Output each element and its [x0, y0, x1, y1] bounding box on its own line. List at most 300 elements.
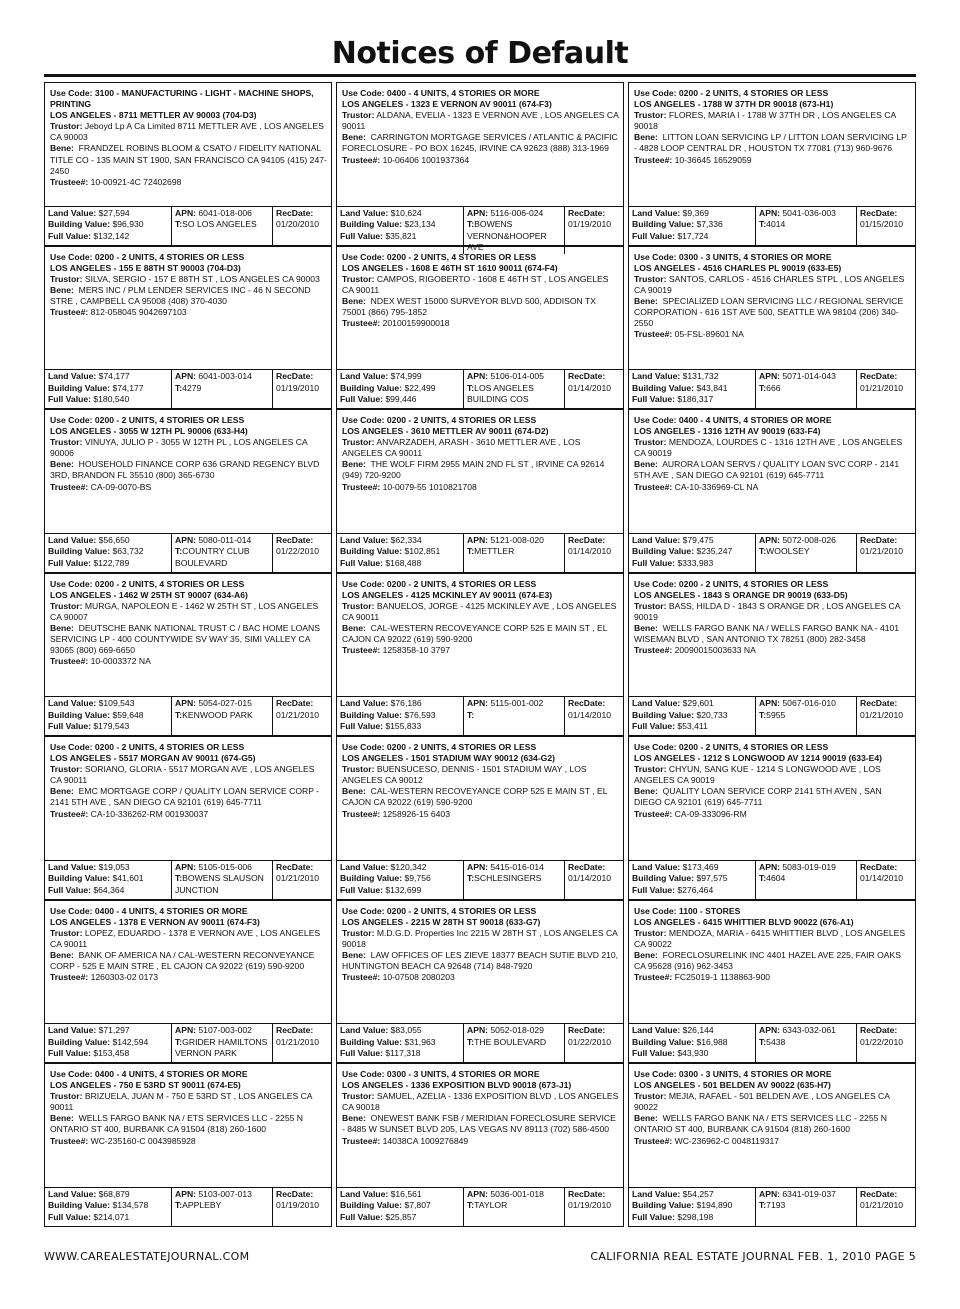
building-value: $20,733: [696, 709, 728, 720]
building-value: $235,247: [696, 546, 733, 557]
building-value: $76,593: [404, 709, 436, 720]
bene-value: BANK OF AMERICA NA / CAL-WESTERN RECONVEYANCE CORP - 525 E MAIN STRE , EL CAJON CA 92022 (619) 590-9200: [50, 949, 315, 971]
trustor-value: BASS, HILDA D - 1843 S ORANGE DR , LOS ANGELES CA 90019: [634, 600, 901, 622]
trustor-label: Trustor:: [634, 764, 667, 775]
recdate-value: 01/21/2010: [276, 873, 320, 884]
tract-line: [759, 546, 856, 558]
trustee-value: 10-36645 16529059: [674, 154, 752, 165]
building-value-line: [632, 710, 755, 722]
building-label: Building Value:: [340, 382, 403, 393]
trustee-label: Trustee#:: [634, 154, 673, 165]
recdate-cell: [856, 697, 915, 735]
full-label: Full Value:: [340, 1211, 383, 1222]
recdate-cell: [272, 534, 331, 572]
apn-line: [467, 535, 564, 547]
full-label: Full Value:: [340, 884, 383, 895]
use-code: Use Code: 0200 - 2 UNITS, 4 STORIES OR LESS: [50, 578, 245, 589]
trustee-value: 10-00921-4C 72402698: [90, 176, 182, 187]
bene-value: CARRINGTON MORTGAGE SERVICES / ATLANTIC & PACIFIC FORECLOSURE - PO BOX 16245, IRVINE CA 92623 (888) 313-1969: [342, 132, 618, 154]
apn-cell: [171, 697, 272, 735]
full-value: $298,198: [677, 1211, 714, 1222]
property-address: LOS ANGELES - 6415 WHITTIER BLVD 90022 (676-A1): [634, 916, 854, 927]
trustor-label: Trustor:: [50, 600, 83, 611]
use-code: Use Code: 0200 - 2 UNITS, 4 STORIES OR LESS: [342, 251, 537, 262]
bene-label: Bene:: [342, 459, 366, 470]
building-label: Building Value:: [48, 1036, 111, 1047]
full-label: Full Value:: [632, 1048, 675, 1059]
trustee-value: 14038CA 1009276849: [382, 1135, 469, 1146]
notice-description: [629, 737, 915, 860]
trustor-line: [634, 764, 911, 786]
recdate-label: RecDate:: [276, 534, 314, 545]
value-row: [45, 860, 331, 899]
full-value: $132,142: [93, 230, 130, 241]
recdate-cell: [272, 207, 331, 245]
notice-card: [628, 900, 916, 1064]
tract-line: [759, 219, 856, 231]
trustor-label: Trustor:: [50, 121, 83, 132]
full-value-line: [340, 558, 463, 570]
apn-cell: [463, 1024, 564, 1062]
building-value: $194,890: [696, 1200, 733, 1211]
property-address: LOS ANGELES - 5517 MORGAN AV 90011 (674-G5): [50, 753, 256, 764]
property-address: LOS ANGELES - 1788 W 37TH DR 90018 (673-H1): [634, 99, 834, 110]
trustee-value: 20090015003633 NA: [674, 645, 756, 656]
trustee-value: 812-058045 9042697103: [90, 306, 187, 317]
building-value-line: [632, 546, 755, 558]
tract-label: T:: [467, 873, 475, 884]
trustor-line: [50, 121, 327, 143]
values-cell: [45, 370, 171, 408]
use-code: Use Code: 0300 - 3 UNITS, 4 STORIES OR MORE: [634, 251, 832, 262]
tract-label: T:: [467, 709, 475, 720]
bene-value: CAL-WESTERN RECOVEYANCE CORP 525 E MAIN ST , EL CAJON CA 92022 (619) 590-9200: [342, 622, 608, 644]
recdate-value: 01/19/2010: [568, 1200, 612, 1211]
property-address: LOS ANGELES - 1316 12TH AV 90019 (633-F4): [634, 426, 821, 437]
apn-cell: [755, 370, 856, 408]
use-code: Use Code: 0300 - 3 UNITS, 4 STORIES OR MORE: [342, 1069, 540, 1079]
bene-line: [634, 623, 911, 645]
notice-card: [44, 736, 332, 900]
apn-label: APN:: [759, 1025, 781, 1035]
use-code: Use Code: 0200 - 2 UNITS, 4 STORIES OR LESS: [50, 415, 245, 425]
notice-description: [629, 574, 915, 697]
apn-value: 6341-019-037: [782, 1188, 836, 1199]
tract-value: 4014: [766, 219, 786, 230]
land-value-line: [340, 1025, 463, 1037]
tract-value: 7193: [766, 1200, 786, 1211]
notice-card: [628, 736, 916, 900]
apn-value: 5107-003-002: [198, 1025, 252, 1035]
bene-label: Bene:: [342, 132, 366, 143]
apn-value: 5106-014-005: [490, 371, 544, 381]
apn-line: [759, 208, 856, 220]
land-label: Land Value:: [632, 534, 681, 545]
land-value-line: [48, 1189, 171, 1201]
full-value: $276,464: [677, 884, 714, 895]
trustor-label: Trustor:: [634, 600, 667, 611]
apn-cell: [171, 207, 272, 245]
apn-label: APN:: [759, 861, 781, 872]
full-value: $64,364: [93, 884, 125, 895]
value-row: [45, 533, 331, 572]
apn-value: 6343-032-061: [782, 1025, 836, 1035]
bene-label: Bene:: [342, 786, 366, 797]
value-row: [629, 860, 915, 899]
trustee-value: 10-0079-55 1010821708: [382, 481, 477, 492]
land-value-line: [340, 698, 463, 710]
full-label: Full Value:: [340, 230, 383, 241]
tract-line: [175, 710, 272, 722]
full-value: $122,789: [93, 557, 130, 568]
apn-cell: [755, 1024, 856, 1062]
trustor-value: SILVA, SERGIO - 157 E 88TH ST , LOS ANGELES CA 90003: [84, 273, 320, 284]
apn-value: 5103-007-013: [198, 1188, 252, 1199]
trustor-label: Trustor:: [634, 1091, 667, 1102]
trustee-line: [50, 482, 327, 493]
apn-label: APN:: [175, 534, 197, 545]
footer-website[interactable]: WWW.CAREALESTATEJOURNAL.COM: [44, 1250, 250, 1263]
bene-label: Bene:: [50, 622, 74, 633]
trustee-line: [50, 1136, 327, 1147]
notice-description: [337, 737, 623, 860]
property-address: LOS ANGELES - 750 E 53RD ST 90011 (674-E5): [50, 1080, 241, 1091]
use-code: Use Code: 0400 - 4 UNITS, 4 STORIES OR MORE: [342, 88, 540, 98]
trustor-line: [50, 601, 327, 623]
trustor-value: MENDOZA, LOURDES C - 1316 12TH AVE , LOS ANGELES CA 90019: [634, 437, 903, 459]
building-value-line: [340, 1200, 463, 1212]
full-value: $179,543: [93, 721, 130, 732]
property-address: LOS ANGELES - 1323 E VERNON AV 90011 (674-F3): [342, 99, 552, 110]
notice-description: [337, 83, 623, 206]
apn-value: 5415-016-014: [490, 861, 544, 872]
trustee-value: 1258358-10 3797: [382, 645, 450, 656]
full-label: Full Value:: [632, 557, 675, 568]
notice-card: [336, 736, 624, 900]
full-value: $117,318: [385, 1048, 421, 1059]
tract-line: [467, 1037, 564, 1049]
trustor-line: [342, 274, 619, 296]
tract-label: T:: [175, 1200, 183, 1211]
trustee-line: [634, 1136, 911, 1147]
apn-label: APN:: [467, 371, 489, 381]
notice-card: [44, 82, 332, 246]
apn-cell: [755, 697, 856, 735]
tract-line: [175, 546, 272, 569]
building-label: Building Value:: [632, 709, 695, 720]
full-value-line: [48, 885, 171, 897]
trustor-label: Trustor:: [634, 110, 667, 121]
apn-cell: [463, 1188, 564, 1226]
land-value: $9,369: [682, 207, 709, 218]
building-value-line: [48, 546, 171, 558]
recdate-value: 01/21/2010: [276, 709, 320, 720]
trustor-label: Trustor:: [634, 927, 667, 938]
recdate-label: RecDate:: [860, 371, 898, 381]
trustor-label: Trustor:: [342, 764, 375, 775]
trustor-value: ALDANA, EVELIA - 1323 E VERNON AVE , LOS ANGELES CA 90011: [342, 110, 619, 132]
trustee-label: Trustee#:: [634, 972, 673, 983]
notice-card: [336, 246, 624, 410]
land-value: $76,186: [390, 698, 422, 708]
tract-value: BOWENS SLAUSON JUNCTION: [175, 873, 264, 895]
land-label: Land Value:: [48, 371, 97, 381]
recdate-value: 01/22/2010: [568, 1036, 612, 1047]
apn-line: [467, 1025, 564, 1037]
tract-value: WOOLSEY: [766, 546, 810, 557]
bene-label: Bene:: [50, 1113, 74, 1124]
recdate-cell: [272, 1188, 331, 1226]
apn-line: [175, 1189, 272, 1201]
tract-line: [175, 383, 272, 395]
building-value-line: [48, 383, 171, 395]
bene-label: Bene:: [342, 295, 366, 306]
full-value-line: [48, 1048, 171, 1060]
building-value: $96,930: [112, 219, 144, 230]
land-value: $68,879: [98, 1188, 130, 1199]
full-value: $155,833: [385, 721, 422, 732]
trustee-label: Trustee#:: [50, 808, 89, 819]
trustee-line: [634, 482, 911, 493]
full-value-line: [48, 558, 171, 570]
tract-label: T:: [467, 219, 475, 230]
tract-label: T:: [175, 873, 183, 884]
apn-value: 5052-018-029: [490, 1025, 544, 1035]
full-value-line: [632, 558, 755, 570]
building-label: Building Value:: [632, 546, 695, 557]
use-code: Use Code: 0400 - 4 UNITS, 4 STORIES OR MORE: [50, 1069, 248, 1079]
apn-label: APN:: [759, 1188, 781, 1199]
trustee-line: [50, 809, 327, 820]
apn-line: [175, 698, 272, 710]
footer-publication: CALIFORNIA REAL ESTATE JOURNAL FEB. 1, 2010 PAGE 5: [590, 1250, 916, 1263]
land-value-line: [340, 1189, 463, 1201]
bene-value: FRANDZEL ROBINS BLOOM & CSATO / FIDELITY NATIONAL TITLE CO - 135 MAIN ST 1900, SAN FRANCISCO CA 94105 (415) 247-2450: [50, 143, 327, 176]
land-value-line: [48, 1025, 171, 1037]
apn-value: 5041-036-003: [782, 207, 836, 218]
land-value: $29,601: [682, 698, 714, 708]
trustee-line: [634, 645, 911, 656]
bene-label: Bene:: [342, 622, 366, 633]
land-value: $56,650: [98, 534, 130, 545]
use-code: Use Code: 1100 - STORES: [634, 905, 741, 916]
notice-card: [44, 409, 332, 573]
values-cell: [337, 1024, 463, 1062]
apn-cell: [463, 370, 564, 408]
trustor-label: Trustor:: [50, 927, 83, 938]
values-cell: [337, 1188, 463, 1226]
apn-value: 5121-008-020: [490, 534, 544, 545]
full-label: Full Value:: [632, 394, 675, 405]
full-value-line: [48, 394, 171, 406]
trustee-label: Trustee#:: [50, 656, 89, 667]
bene-line: [342, 1113, 619, 1135]
property-address: LOS ANGELES - 1608 E 46TH ST 1610 90011 (674-F4): [342, 262, 558, 273]
full-value-line: [340, 394, 463, 406]
building-value-line: [632, 1037, 755, 1049]
tract-line: [467, 383, 564, 406]
trustor-value: MENDOZA, MARIA - 6415 WHITTIER BLVD , LOS ANGELES CA 90022: [634, 927, 906, 949]
recdate-label: RecDate:: [276, 1025, 314, 1035]
trustee-value: 10-07508 2080203: [382, 972, 455, 983]
tract-value: LOS ANGELES BUILDING COS: [467, 382, 534, 405]
apn-line: [759, 371, 856, 383]
value-row: [45, 369, 331, 408]
tract-value: 4279: [182, 382, 202, 393]
apn-line: [175, 371, 272, 383]
recdate-label: RecDate:: [276, 1188, 314, 1199]
bene-line: [342, 459, 619, 481]
building-value-line: [48, 873, 171, 885]
recdate-value: 01/14/2010: [568, 382, 612, 393]
apn-value: 6041-018-006: [198, 207, 252, 218]
property-address: LOS ANGELES - 501 BELDEN AV 90022 (635-H7): [634, 1080, 831, 1091]
trustee-value: CA-09-0070-BS: [90, 481, 152, 492]
values-cell: [45, 534, 171, 572]
tract-value: SCHLESINGERS: [474, 873, 542, 884]
recdate-value: 01/14/2010: [568, 546, 612, 557]
trustor-value: SANTOS, CARLOS - 4516 CHARLES STPL , LOS ANGELES CA 90019: [634, 273, 905, 295]
trustee-value: WC-235160-C 0043985928: [90, 1135, 196, 1146]
apn-cell: [755, 861, 856, 899]
trustee-line: [634, 329, 911, 340]
notice-card: [336, 900, 624, 1064]
recdate-label: RecDate:: [568, 861, 606, 872]
apn-label: APN:: [175, 861, 197, 872]
recdate-label: RecDate:: [860, 1025, 898, 1035]
bene-value: LITTON LOAN SERVICING LP / LITTON LOAN SERVICING LP - 4828 LOOP CENTRAL DR , HOUSTON TX 77081 (713) 960-9676: [634, 132, 907, 154]
use-code: Use Code: 0200 - 2 UNITS, 4 STORIES OR LESS: [50, 251, 245, 262]
property-address: LOS ANGELES - 1501 STADIUM WAY 90012 (634-G2): [342, 753, 556, 764]
values-cell: [629, 207, 755, 245]
recdate-cell: [856, 370, 915, 408]
notice-card: [44, 1063, 332, 1227]
apn-label: APN:: [467, 698, 489, 708]
full-value-line: [48, 1212, 171, 1224]
tract-value: KENWOOD PARK: [182, 709, 253, 720]
trustee-label: Trustee#:: [342, 1135, 381, 1146]
land-label: Land Value:: [48, 1188, 97, 1199]
trustor-label: Trustor:: [50, 273, 83, 284]
full-value: $53,411: [677, 721, 708, 732]
bene-value: ONEWEST BANK FSB / MERIDIAN FORECLOSURE SERVICE - 8485 W SUNSET BLVD 205, LAS VEGAS NV 89113 (702) 586-4500: [342, 1113, 616, 1135]
bene-line: [342, 950, 619, 972]
trustor-line: [50, 274, 327, 285]
apn-label: APN:: [467, 1025, 489, 1035]
trustor-line: [342, 437, 619, 459]
recdate-value: 01/22/2010: [276, 546, 320, 557]
bene-line: [634, 1113, 911, 1135]
building-value-line: [48, 710, 171, 722]
property-address: LOS ANGELES - 8711 METTLER AV 90003 (704-D3): [50, 110, 257, 121]
recdate-label: RecDate:: [276, 207, 314, 218]
bene-value: FORECLOSURELINK INC 4401 HAZEL AVE 225, FAIR OAKS CA 95628 (916) 962-3453: [634, 949, 901, 971]
trustee-label: Trustee#:: [50, 972, 89, 983]
full-value: $25,857: [385, 1211, 417, 1222]
full-value-line: [632, 721, 755, 733]
bene-label: Bene:: [634, 1113, 658, 1124]
trustor-value: ANVARZADEH, ARASH - 3610 METTLER AVE , LOS ANGELES CA 90011: [342, 437, 581, 459]
building-label: Building Value:: [48, 1200, 111, 1211]
tract-label: T:: [759, 1200, 767, 1211]
land-label: Land Value:: [632, 861, 681, 872]
trustor-value: CHYUN, SANG KUE - 1214 S LONGWOOD AVE , LOS ANGELES CA 90019: [634, 764, 881, 786]
notices-grid: [44, 82, 916, 1227]
recdate-cell: [564, 861, 623, 899]
use-code: Use Code: 0300 - 3 UNITS, 4 STORIES OR MORE: [634, 1069, 832, 1079]
apn-cell: [171, 1024, 272, 1062]
trustor-value: M.D.G.D. Properties Inc 2215 W 28TH ST , LOS ANGELES CA 90018: [342, 927, 618, 949]
full-label: Full Value:: [48, 394, 91, 405]
tract-label: T:: [175, 382, 183, 393]
trustor-line: [342, 110, 619, 132]
property-address: LOS ANGELES - 1378 E VERNON AV 90011 (674-F3): [50, 916, 260, 927]
bene-value: AURORA LOAN SERVS / QUALITY LOAN SVC CORP - 2141 5TH AVE , SAN DIEGO CA 92101 (619) 645-7711: [634, 459, 900, 481]
tract-line: [759, 1037, 856, 1049]
tract-line: [467, 873, 564, 885]
tract-label: T:: [467, 546, 475, 557]
values-cell: [629, 370, 755, 408]
tract-value: 4604: [766, 873, 786, 884]
recdate-label: RecDate:: [568, 534, 606, 545]
building-label: Building Value:: [48, 546, 111, 557]
tract-label: T:: [175, 709, 183, 720]
bene-value: QUALITY LOAN SERVICE CORP 2141 5TH AVEN , SAN DIEGO CA 92101 (619) 645-7711: [634, 786, 882, 808]
trustor-label: Trustor:: [634, 437, 667, 448]
full-value-line: [340, 1212, 463, 1224]
building-value: $23,134: [404, 219, 436, 230]
land-value-line: [340, 862, 463, 874]
value-row: [45, 696, 331, 735]
full-value: $132,699: [385, 884, 422, 895]
property-address: LOS ANGELES - 4125 MCKINLEY AV 90011 (674-E3): [342, 589, 553, 600]
trustee-value: FC25019-1 1138863-900: [674, 972, 771, 983]
apn-value: 5105-015-006: [198, 861, 252, 872]
recdate-value: 01/20/2010: [276, 219, 320, 230]
trustee-line: [50, 656, 327, 667]
notice-card: [44, 573, 332, 737]
full-value-line: [340, 231, 463, 243]
bene-value: WELLS FARGO BANK NA / ETS SERVICES LLC - 2255 N ONTARIO ST 400, BURBANK CA 91504 (818) 260-1600: [634, 1113, 887, 1135]
trustee-line: [634, 972, 911, 983]
full-label: Full Value:: [48, 230, 91, 241]
building-label: Building Value:: [632, 382, 695, 393]
trustee-label: Trustee#:: [342, 481, 381, 492]
notice-description: [629, 83, 915, 206]
trustee-value: 1260303-02 0173: [90, 972, 158, 983]
bene-label: Bene:: [634, 622, 658, 633]
building-label: Building Value:: [48, 709, 111, 720]
trustee-label: Trustee#:: [634, 481, 673, 492]
trustor-value: LOPEZ, EDUARDO - 1378 E VERNON AVE , LOS ANGELES CA 90011: [50, 927, 321, 949]
value-row: [337, 1187, 623, 1226]
value-row: [337, 860, 623, 899]
recdate-value: 01/19/2010: [568, 219, 612, 230]
building-label: Building Value:: [340, 873, 403, 884]
full-value: $186,317: [677, 394, 714, 405]
values-cell: [45, 1188, 171, 1226]
tract-line: [467, 710, 564, 722]
tract-label: T:: [759, 709, 767, 720]
tract-label: T:: [175, 219, 183, 230]
value-row: [337, 369, 623, 408]
building-value: $16,988: [696, 1036, 728, 1047]
land-value: $131,732: [682, 371, 719, 381]
use-code: Use Code: 0200 - 2 UNITS, 4 STORIES OR LESS: [634, 88, 829, 98]
land-value-line: [48, 698, 171, 710]
building-label: Building Value:: [48, 873, 111, 884]
full-value-line: [340, 1048, 463, 1060]
